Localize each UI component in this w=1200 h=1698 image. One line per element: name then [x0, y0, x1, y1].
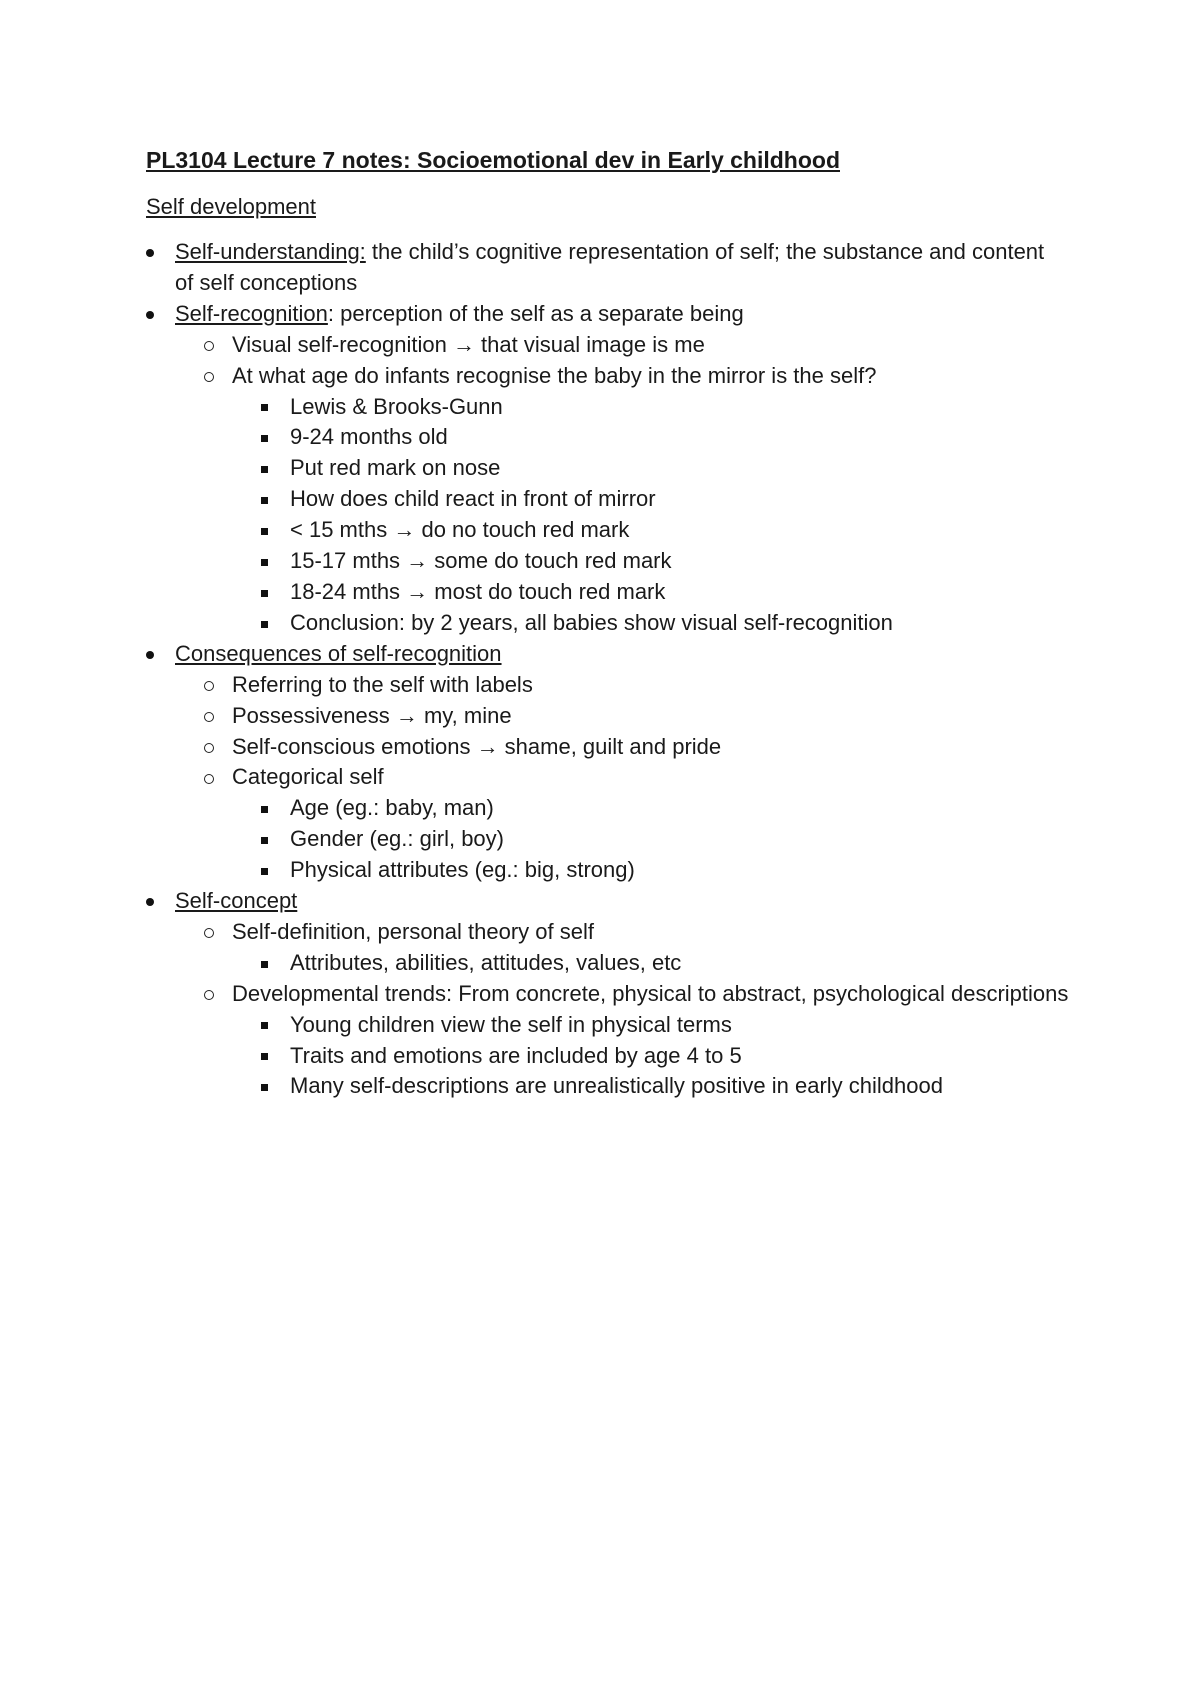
term-label: Consequences of self-recognition	[175, 640, 502, 666]
item-text: At what age do infants recognise the baby in the mirror is the self?	[232, 362, 877, 388]
list-item	[0, 484, 1200, 515]
list-item	[0, 824, 1200, 855]
list-item	[0, 392, 1200, 423]
item-text: Visual self-recognition	[232, 331, 453, 357]
item-text: Many self-descriptions are unrealistically positive in early childhood	[290, 1073, 943, 1099]
list-item	[0, 948, 1200, 979]
list-item	[0, 453, 1200, 484]
bullet-circle-icon	[204, 732, 214, 763]
item-text: Physical attributes (eg.: big, strong)	[290, 857, 635, 883]
list-item	[0, 299, 1200, 330]
bullet-circle-icon	[204, 917, 214, 948]
list-item	[0, 577, 1200, 608]
item-text: Categorical self	[232, 764, 384, 790]
section-heading: Self development	[146, 194, 316, 219]
bullet-circle-icon	[204, 670, 214, 701]
bullet-circle-icon	[204, 979, 214, 1010]
bullet-dot-icon	[146, 299, 154, 330]
bullet-square-icon	[261, 793, 268, 824]
item-text: Attributes, abilities, attitudes, values, etc	[290, 949, 682, 975]
bullet-square-icon	[261, 608, 268, 639]
bullet-circle-icon	[204, 701, 214, 732]
bullet-square-icon	[261, 392, 268, 423]
bullet-square-icon	[261, 577, 268, 608]
page-title: PL3104 Lecture 7 notes: Socioemotional dev in Early childhood	[146, 147, 840, 173]
list-item	[0, 732, 1200, 763]
list-item	[0, 608, 1200, 639]
list-item	[0, 237, 1200, 299]
item-text: Young children view the self in physical terms	[290, 1011, 732, 1037]
notes-outline	[0, 237, 1200, 1102]
item-text: Possessiveness	[232, 702, 396, 728]
list-item	[0, 330, 1200, 361]
item-text: 18-24 mths	[290, 578, 407, 604]
bullet-square-icon	[261, 1041, 268, 1072]
right-arrow-icon: →	[406, 578, 429, 604]
right-arrow-icon: →	[406, 548, 429, 574]
list-item	[0, 793, 1200, 824]
list-item	[0, 546, 1200, 577]
list-item	[0, 1010, 1200, 1041]
bullet-square-icon	[261, 1010, 268, 1041]
list-item	[0, 422, 1200, 453]
list-item	[0, 515, 1200, 546]
bullet-dot-icon	[146, 639, 154, 670]
term-label: Self-concept	[175, 888, 298, 914]
bullet-dot-icon	[146, 237, 154, 268]
list-item	[0, 1071, 1200, 1102]
bullet-circle-icon	[204, 330, 214, 361]
item-text: most do touch red mark	[428, 578, 666, 604]
list-item	[0, 670, 1200, 701]
item-text: 9-24 months old	[290, 424, 448, 450]
item-text: Gender (eg.: girl, boy)	[290, 826, 504, 852]
list-item	[0, 639, 1200, 670]
term-description: the child’s cognitive representation of self; the substance and content of self conceptions	[175, 239, 1045, 295]
item-text: my, mine	[417, 702, 512, 728]
bullet-dot-icon	[146, 886, 154, 917]
item-text: Lewis & Brooks-Gunn	[290, 393, 503, 419]
list-item	[0, 762, 1200, 793]
item-text: that visual image is me	[474, 331, 705, 357]
item-text: shame, guilt and pride	[498, 733, 722, 759]
item-text: Self-conscious emotions	[232, 733, 477, 759]
item-text: Traits and emotions are included by age 4 to 5	[290, 1042, 742, 1068]
bullet-circle-icon	[204, 361, 214, 392]
list-item	[0, 361, 1200, 392]
bullet-square-icon	[261, 453, 268, 484]
item-text: Self-definition, personal theory of self	[232, 918, 594, 944]
right-arrow-icon: →	[395, 702, 418, 728]
bullet-circle-icon	[204, 762, 214, 793]
item-text: 15-17 mths	[290, 548, 407, 574]
list-item	[0, 1041, 1200, 1072]
list-item	[0, 855, 1200, 886]
item-text: How does child react in front of mirror	[290, 486, 656, 512]
term-label: Self-recognition	[175, 300, 328, 326]
list-item	[0, 701, 1200, 732]
term-label: Self-understanding:	[175, 239, 366, 264]
bullet-square-icon	[261, 824, 268, 855]
item-text: some do touch red mark	[428, 548, 672, 574]
bullet-square-icon	[261, 948, 268, 979]
list-item	[0, 886, 1200, 917]
item-text: Referring to the self with labels	[232, 671, 533, 697]
right-arrow-icon: →	[476, 733, 499, 759]
item-text: Age (eg.: baby, man)	[290, 795, 494, 821]
right-arrow-icon: →	[452, 331, 475, 357]
bullet-square-icon	[261, 1071, 268, 1102]
list-item	[0, 917, 1200, 948]
item-text: Conclusion: by 2 years, all babies show visual self-recognition	[290, 609, 893, 635]
bullet-square-icon	[261, 515, 268, 546]
item-text: < 15 mths	[290, 517, 394, 543]
bullet-square-icon	[261, 546, 268, 577]
bullet-square-icon	[261, 855, 268, 886]
bullet-square-icon	[261, 484, 268, 515]
bullet-square-icon	[261, 422, 268, 453]
term-description: : perception of the self as a separate being	[327, 300, 744, 326]
item-text: Developmental trends: From concrete, physical to abstract, psychological descriptions	[232, 980, 1069, 1006]
item-text: Put red mark on nose	[290, 455, 501, 481]
item-text: do no touch red mark	[415, 517, 630, 543]
right-arrow-icon: →	[393, 517, 416, 543]
list-item	[0, 979, 1200, 1010]
